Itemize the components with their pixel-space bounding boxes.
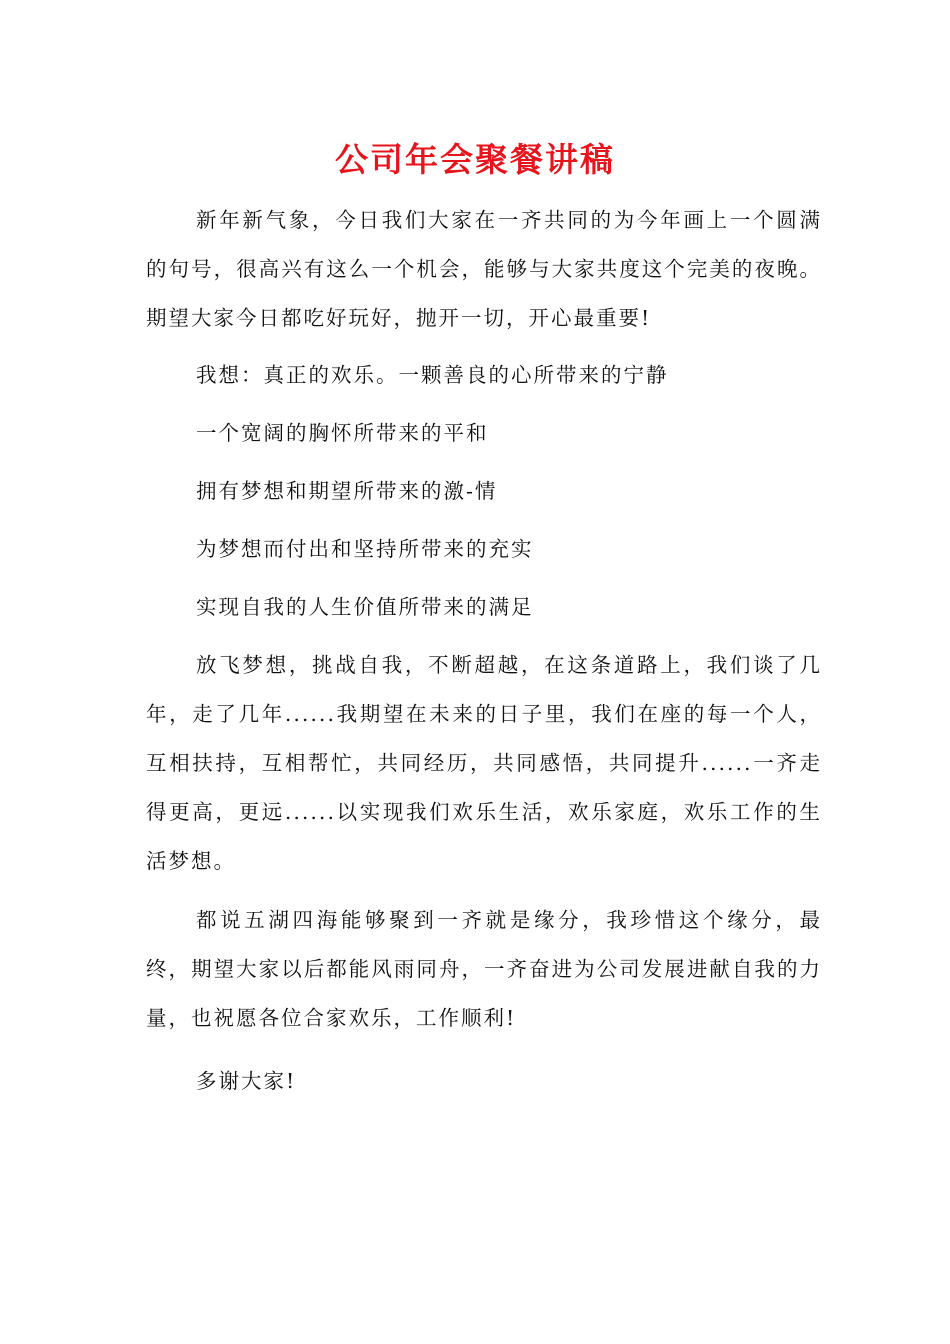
paragraph-line-1: 我想：真正的欢乐。一颗善良的心所带来的宁静 xyxy=(196,363,669,387)
document-title: 公司年会聚餐讲稿 xyxy=(335,140,615,179)
paragraph-line-4: 为梦想而付出和坚持所带来的充实 xyxy=(196,537,534,561)
paragraph-line-3: 拥有梦想和期望所带来的激-情 xyxy=(196,479,498,503)
paragraph-fate: 都说五湖四海能够聚到一齐就是缘分，我珍惜这个缘分，最终，期望大家以后都能风雨同舟，一齐奋进为公司发展进献自我的力量，也祝愿各位合家欢乐，工作顺利! xyxy=(146,908,822,1030)
paragraph-opening: 新年新气象，今日我们大家在一齐共同的为今年画上一个圆满的句号，很高兴有这么一个机会，能够与大家共度这个完美的夜晚。期望大家今日都吃好玩好，抛开一切，开心最重要! xyxy=(146,208,822,330)
paragraph-dreams: 放飞梦想，挑战自我，不断超越，在这条道路上，我们谈了几年，走了几年......我期望在未来的日子里，我们在座的每一个人，互相扶持，互相帮忙，共同经历，共同感悟，共同提升......一齐走得更高，更远......以实现我们欢乐生活，欢乐家庭，欢乐工作的生活梦想。 xyxy=(146,653,822,873)
paragraph-line-5: 实现自我的人生价值所带来的满足 xyxy=(196,595,534,619)
paragraph-line-2: 一个宽阔的胸怀所带来的平和 xyxy=(196,421,489,445)
paragraph-thanks: 多谢大家! xyxy=(196,1069,297,1093)
